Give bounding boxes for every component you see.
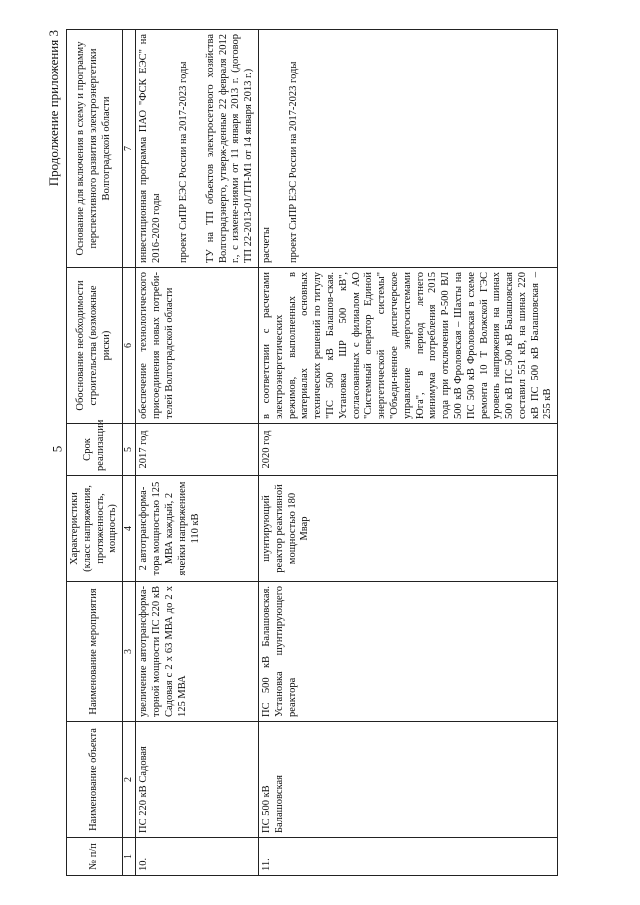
column-number: 4 [123,476,136,582]
basis-item: проект СиПР ЕЭС России на 2017-2023 годы [177,61,189,263]
object-name: ПС 220 кВ Садовая [136,722,259,838]
rotated-page-content [40,22,600,882]
table-row [136,30,259,876]
header-number: № п/п [67,838,123,876]
basis-item: инвестиционная программа ПАО "ФСК ЕЭС" на 2016-2020 годы [138,34,163,263]
justification: обеспечение технологического присоединения новых потреби-телей Волгоградской области [136,268,259,424]
page-number: 5 [49,445,65,453]
inclusion-basis [258,30,557,268]
header-term: Срок реализации [67,424,123,476]
measure-name: ПС 500 кВ Балашовская. Установка шунтирующего реактора [258,582,557,722]
header-characteristics: Характеристики (класс напряжения, протяженность, мощность) [67,476,123,582]
column-number: 7 [123,30,136,268]
table-row [258,30,557,876]
table-header-row [67,30,123,876]
measures-table [66,29,558,876]
header-basis: Основание для включения в схему и программу перспективного развития электроэнергетики Волгоградской области [67,30,123,268]
implementation-term: 2020 год [258,424,557,476]
basis-item: ТУ на ТП объектов электросетевого хозяйства Волгоградэнерго, утверж-денные 22 февраля 2012 г., с измене-ниями от 11 января 2013 г. (договор ТП 22-2013-01/ТП-М1 от 14 января 2013 г.) [204,34,255,263]
implementation-term: 2017 год [136,424,259,476]
header-justification: Обоснование необходимости строительства (возможные риски) [67,268,123,424]
characteristics: шунтирующий реактор реактивной мощностью 180 Мвар [258,476,557,582]
appendix-continuation-note: Продолжение приложения 3 [46,30,61,187]
basis-item: расчеты [260,227,272,263]
characteristics: 2 автотрансформа-тора мощностью 125 МВА каждый, 2 ячейки напряжением 110 кВ [136,476,259,582]
column-number: 3 [123,582,136,722]
inclusion-basis [136,30,259,268]
object-name: ПС 500 кВ Балашовская [258,722,557,838]
column-number: 1 [123,838,136,876]
basis-item: проект СиПР ЕЭС России на 2017-2023 годы [287,61,299,263]
header-measure: Наименование мероприятия [67,582,123,722]
row-number: 10. [136,838,259,876]
column-number: 2 [123,722,136,838]
row-number: 11. [258,838,557,876]
column-number: 5 [123,424,136,476]
measure-name: увеличение автотрансформа-торной мощности ПС 220 кВ Садовая с 2 х 63 МВА до 2 х 125 МВА [136,582,259,722]
column-number: 6 [123,268,136,424]
header-object: Наименование объекта [67,722,123,838]
column-number-row [123,30,136,876]
justification: в соответствии с расчетами электроэнергетических режимов, выполненных в материалах основных технических решений по титулу "ПС 500 кВ Балашов-ская. Установка ШР 500 кВ", согласованных с филиалом АО "Системный оператор Единой энергетической системы" "Объеди-ненное диспетчерское управление энергосистемами Юга", в период летнего минимума потребления 2015 года при отключении Р-500 ВЛ 500 кВ Фроловская – Шахты на ПС 500 кВ Фроловская в схеме ремонта 10 Т Волжской ГЭС уровень напряжения на шинах 500 кВ ПС 500 кВ Балашовская составил 551 кВ, на шинах 220 кВ ПС 500 кВ Балашовская – 255 кВ [258,268,557,424]
